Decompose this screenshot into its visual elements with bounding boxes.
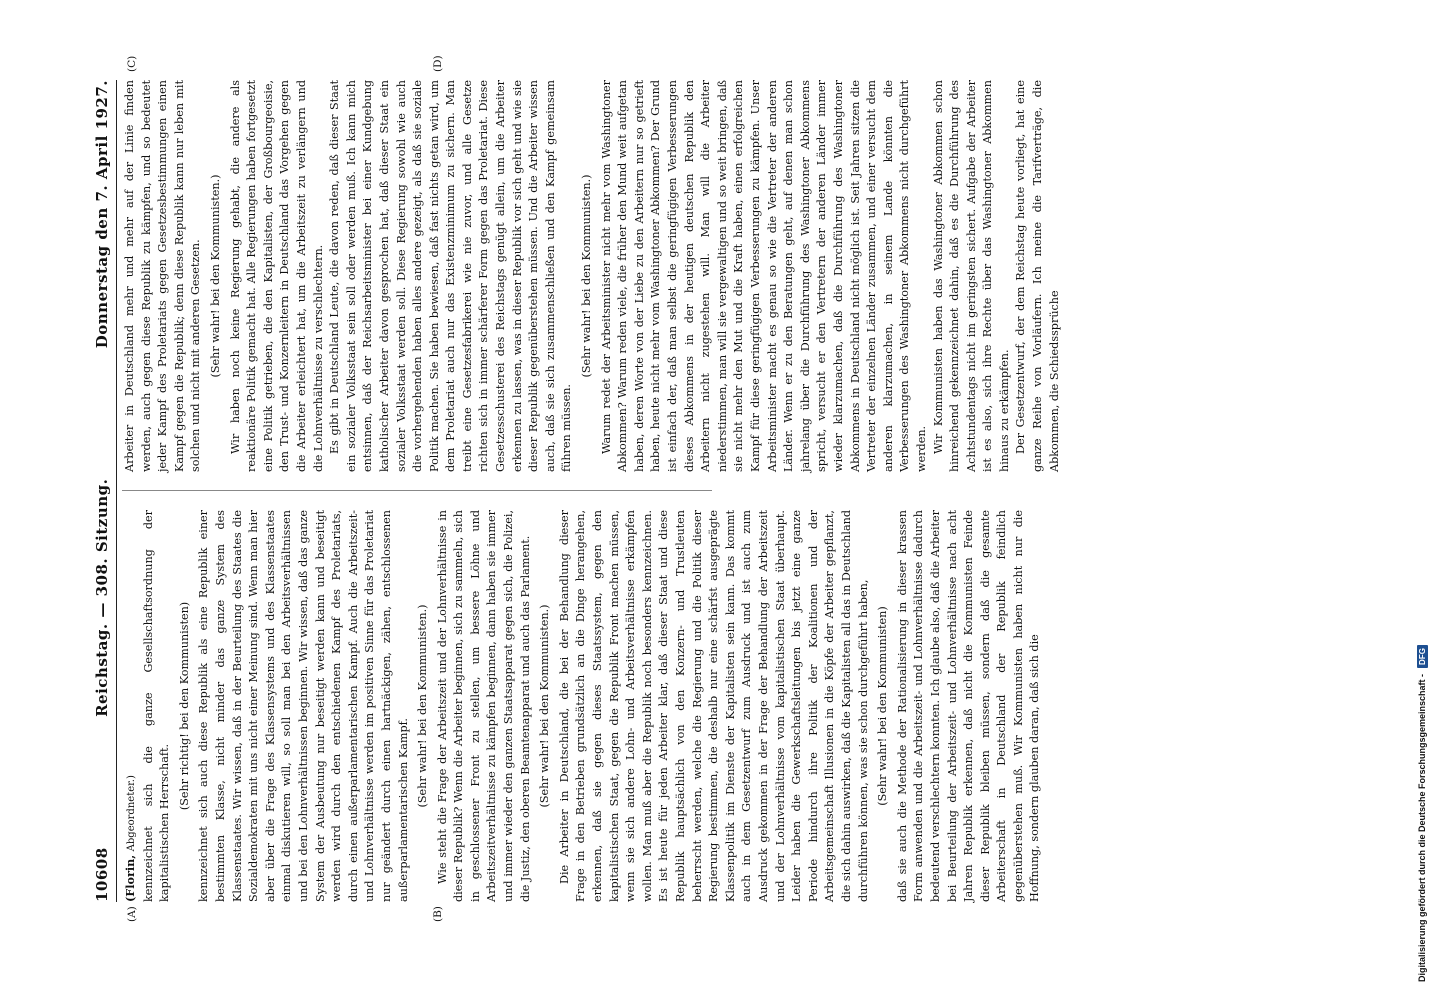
- margin-marker-d: (D): [432, 55, 444, 72]
- paragraph: Arbeiter in Deutschland mehr und mehr auf der Linie finden werden, auch gegen diese Republik zu kämpfen, und so bedeutet jeder Kampf des Proletariats gegen Gesetzesbestimmungen einen Kampf gegen die Republik; denn diese Republik kann nur leben mit solchen und nicht mit anderen Gesetzen.: [123, 80, 203, 472]
- page-number: 10608: [93, 847, 111, 902]
- paragraph: Wir Kommunisten haben das Washingtoner Abkommen schon hinreichend gekennzeichnet dahin, daß es die Durchführung des Achtstundentags nicht im geringsten sichert. Aufgabe der Arbeiter ist es also, sich ihre Rechte über das Washingtoner Abkommen hinaus zu erkämpfen.: [931, 80, 1011, 472]
- page-header: [88, 80, 117, 902]
- dfg-logo-icon: DFG: [1417, 645, 1428, 668]
- speaker-line: [122, 510, 141, 902]
- paragraph: kennzeichnet sich auch diese Republik als eine Republik einer bestimmten Klasse, nicht minder das ganze System des Klassenstaates. Wir wissen, daß in der Beurteilung des Staates die Sozialdemokraten mit uns nicht einer Meinung sind. Wenn man hier aber über die Frage des Klassensystems und des Klassenstaates einmal diskutieren will, so soll man bei den Arbeitsverhältnissen und bei den Lohnverhältnissen beginnen. Wir wissen, daß das ganze System der Ausbeutung nur beseitigt werden kann und beseitigt werden wird durch den entschiedenen Kampf des Proletariats, durch einen außerparlamentarischen Kampf. Auch die Arbeitszeit- und Lohnverhältnisse werden im positiven Sinne für das Proletariat nur geändert durch einen hartnäckigen, zähen, entschlossenen außerparlamentarischen Kampf.: [197, 510, 410, 902]
- paragraph: Die Arbeiter in Deutschland, die bei der Behandlung dieser Frage in den Betrieben grundsätzlich an die Dinge herangehen, erkennen, daß sie gegen dieses Staatssystem, gegen den kapitalistischen Staat, gegen die Republik Front machen müssen, wenn sie sich andere Lohn- und Arbeitsverhältnisse erkämpfen wollen. Man muß aber die Republik noch besonders kennzeichnen. Es ist heute für jeden Arbeiter klar, daß dieser Staat und diese Republik hauptsächlich von den Konzern- und Trustleuten beherrscht werden, welche die Regierung und die Politik dieser Regierung bestimmen, die deshalb nur eine schärfst ausgeprägte Klassenpolitik im Dienste der Kapitalisten sein kann. Das kommt auch in dem Gesetzentwurf zum Ausdruck und ist auch zum Ausdruck gekommen in der Frage der Behandlung der Arbeitszeit und der Lohnverhältnisse vom kapitalistischen Staat überhaupt. Leider haben die Gewerkschaftsleitungen bis jetzt eine ganze Periode hindurch ihre Politik der Koalitionen und der Arbeitsgemeinschaft Illusionen in die Köpfe der Arbeiter gepflanzt, die sich dahin auswirken, daß die Kapitalisten all das in Deutschland durchführen können, was sie schon durchgeführt haben,: [557, 510, 870, 902]
- paragraph: daß sie auch die Methode der Rationalisierung in dieser krassen Form anwenden und die Arbeitszeit- und Lohnverhältnisse dadurch bedeutend verschlechtern konnten. Ich glaube also, daß die Arbeiter bei Beurteilung der Arbeitszeit- und Lohnverhältnisse nach acht Jahren Republik erkennen, daß nicht die Kommunisten Feinde dieser Republik bleiben müssen, sondern daß die gesamte Arbeiterschaft in Deutschland der Republik feindlich gegenüberstehen muß. Wir Kommunisten haben nicht nur die Hoffnung, sondern glauben daran, daß sich die: [895, 510, 1042, 902]
- text-column-left: [122, 510, 1042, 902]
- margin-marker-a: (A): [126, 906, 138, 922]
- paragraph: Der Gesetzentwurf, der dem Reichstag heute vorliegt, hat eine ganze Reihe von Vorläufern. Ich meine die Tarifverträge, die Abkommen, die Schiedssprüche: [1014, 80, 1061, 472]
- interjection: (Sehr wahr! bei den Kommunisten): [876, 606, 890, 806]
- paragraph: Wir haben noch keine Regierung gehabt, die andere als reaktionäre Politik gemacht hat. Alle Regierungen haben fortgesetzt eine Politik getrieben, die den Kapitalisten, der Großbourgeoisie, den Trust- und Konzernleitern in Deutschland das Vorgehen gegen die Arbeiter erleichtert hat, um die Arbeitszeit zu verlängern und die Lohnverhältnisse zu verschlechtern.: [228, 80, 325, 472]
- margin-marker-c: (C): [126, 55, 138, 72]
- session-title: Reichstag. — 308. Sitzung.: [93, 478, 111, 717]
- paragraph: Warum redet der Arbeitsminister nicht mehr vom Washingtoner Abkommen? Warum reden viele, die früher den Mund weit aufgetan haben, deren Worte von der Liebe zu den Arbeitern nur so getrieft haben, heute nicht mehr vom Washingtoner Abkommen? Der Grund ist einfach der, daß man selbst die geringfügigen Verbesserungen dieses Abkommens in der heutigen deutschen Republik den Arbeitern nicht zugestehen will. Man will die Arbeiter niederstimmen, man will sie vergewaltigen und so weit bringen, daß sie nicht mehr den Mut und die Kraft haben, einen erfolgreichen Kampf für diese geringfügigen Verbesserungen zu kämpfen. Unser Arbeitsminister macht es genau so wie die Vertreter der anderen Länder. Wenn er zu den Beratungen geht, auf denen man schon jahrelang über die Durchführung des Washingtoner Abkommens spricht, versucht er den Vertretern der anderen Länder immer wieder klarzumachen, daß die Durchführung des Washingtoner Abkommens in Deutschland nicht möglich ist. Seit Jahren sitzen die Vertreter der einzelnen Länder zusammen, und einer versucht dem anderen klarzumachen, in seinem Lande könnten die Verbesserungen des Washingtoner Abkommens nicht durchgeführt werden.: [599, 80, 928, 472]
- session-date: Donnerstag den 7. April 1927.: [93, 80, 111, 349]
- speaker-role: Abgeordneter.): [126, 775, 137, 852]
- paragraph: Es gibt in Deutschland Leute, die davon reden, daß dieser Staat ein sozialer Volksstaat sein soll oder werden muß. Ich kann mich entsinnen, daß der Reichsarbeitsminister bei einer Kundgebung katholischer Arbeiter davon gesprochen hat, daß dieser Staat ein sozialer Volksstaat werden soll. Diese Regierung sowohl wie auch die vorhergehenden haben alles andere gezeigt, als daß sie soziale Politik machen. Sie haben bewiesen, daß fast nichts getan wird, um dem Proletariat auch nur das Existenzminimum zu sichern. Man treibt eine Gesetzesfabrikerei wie nie zuvor, und alle Gesetze richten sich in immer schärferer Form gegen das Proletariat. Diese Gesetzesschusterei des Reichstags genügt allein, um die Arbeiter erkennen zu lassen, was in dieser Republik vor sich geht und wie sie dieser Republik gegenüberstehen müssen. Und die Arbeiter wissen auch, daß sie sich zusammenschließen und den Kampf gemeinsam führen müssen.: [328, 80, 574, 472]
- interjection: (Sehr wahr! bei den Kommunisten.): [580, 174, 594, 378]
- text-column-right: [122, 80, 1061, 472]
- speaker-name: (Florin,: [123, 854, 137, 902]
- paragraph: Wie steht die Frage der Arbeitszeit und der Lohnverhältnisse in dieser Republik? Wenn die Arbeiter beginnen, sich zu sammeln, sich in geschlossener Front zu stellen, um bessere Löhne und Arbeitszeitverhältnisse zu kämpfen beginnen, dann haben sie immer und immer wieder den ganzen Staatsapparat gegen sich, die Polizei, die Justiz, den oberen Beamtenapparat und auch das Parlament.: [435, 510, 532, 902]
- interjection: (Sehr wahr! bei den Kommunisten.): [208, 174, 222, 378]
- interjection: (Sehr wahr! bei den Kommunisten.): [416, 604, 430, 808]
- interjection: (Sehr richtig! bei den Kommunisten): [177, 601, 191, 811]
- interjection: (Sehr wahr! bei den Kommunisten.): [538, 604, 552, 808]
- column-divider: [122, 490, 712, 491]
- margin-marker-b: (B): [432, 906, 444, 922]
- credit-text: Digitalisierung gefördert durch die Deutsche Forschungsgemeinschaft -: [1417, 673, 1427, 982]
- digitization-credit: [1415, 22, 1429, 982]
- paragraph: kennzeichnet sich die ganze Gesellschaftsordnung der kapitalistischen Herrschaft.: [141, 510, 172, 902]
